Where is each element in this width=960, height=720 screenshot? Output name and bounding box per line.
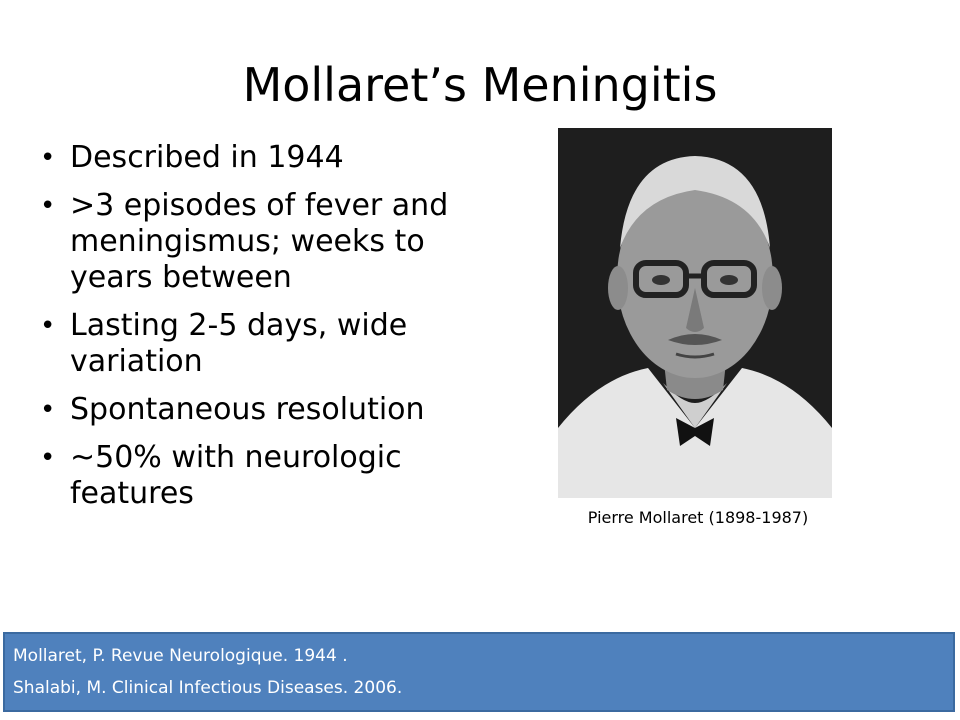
bullet-glyph: • [40,143,56,173]
portrait-photo [558,128,832,498]
portrait-illustration [558,128,832,498]
bullet-text: Lasting 2-5 days, wide variation [70,308,408,379]
slide-title: Mollaret’s Meningitis [242,58,718,112]
bullet-text: Described in 1944 [70,140,344,175]
photo-caption: Pierre Mollaret (1898-1987) [587,508,809,527]
bullet-glyph: • [40,395,56,425]
bullet-list [40,140,510,524]
bullet-item [40,188,510,296]
bullet-glyph: • [40,311,56,341]
references-box [3,632,955,712]
bullet-item [40,440,510,512]
bullet-glyph: • [40,191,56,221]
reference-line: Shalabi, M. Clinical Infectious Diseases. 2006. [13,678,403,698]
bullet-text: >3 episodes of fever and meningismus; weeks to years between [70,188,449,295]
bullet-text: Spontaneous resolution [70,392,425,427]
bullet-text: ~50% with neurologic features [70,440,402,511]
bullet-item [40,140,510,176]
reference-line: Mollaret, P. Revue Neurologique. 1944 . [13,646,348,666]
bullet-glyph: • [40,443,56,473]
bullet-item [40,392,510,428]
bullet-item [40,308,510,380]
